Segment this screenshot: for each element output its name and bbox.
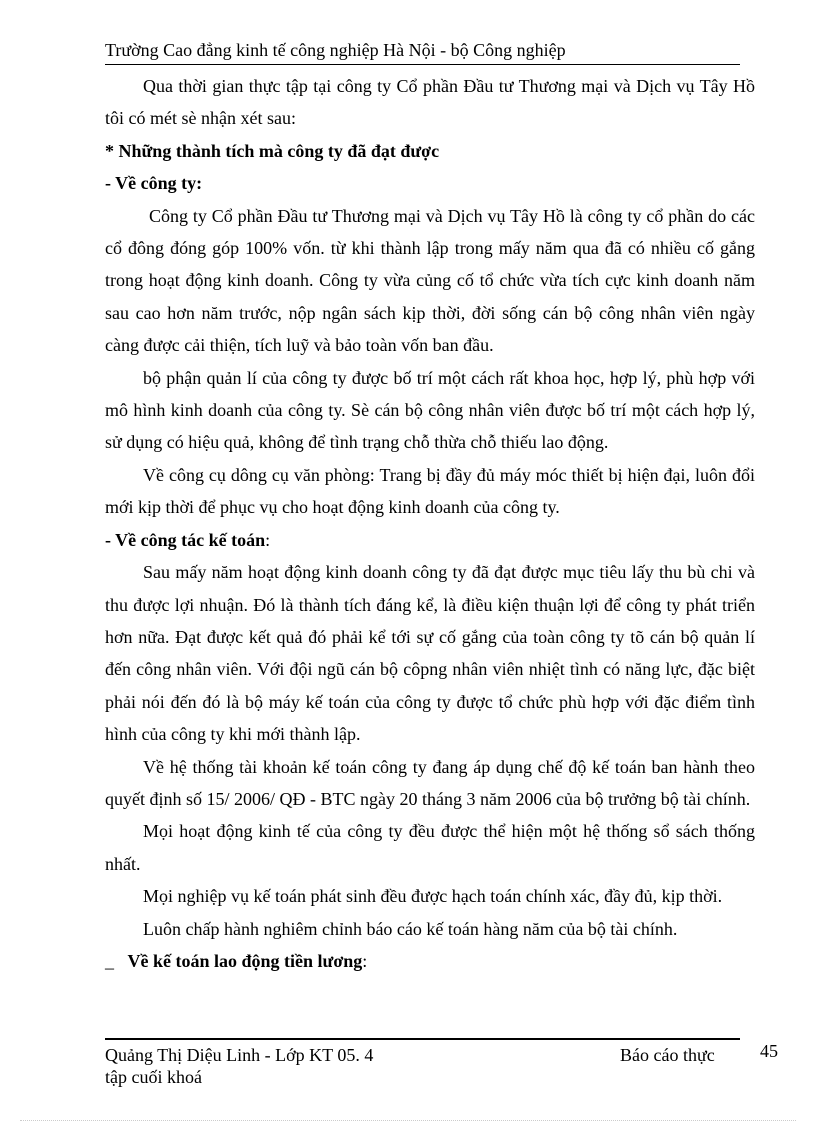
document-body <box>105 70 755 977</box>
heading-labor-colon: : <box>362 950 368 971</box>
page-header <box>105 38 740 65</box>
heading-achievements: * Những thành tích mà công ty đã đạt được <box>105 140 440 161</box>
paragraph-company: Công ty Cổ phần Đầu tư Thương mại và Dịch vụ Tây Hồ là công ty cổ phần do các cổ đông đóng góp 100% vốn. từ khi thành lập trong mấy năm qua đã có nhiều cố gắng trong hoạt động kinh doanh. Công ty vừa củng cố tổ chức vừa tích cực kinh doanh năm sau cao hơn năm trước, nộp ngân sách kịp thời, đời sống cán bộ công nhân viên ngày càng được cải thiện, tích luỹ và bảo toàn vốn ban đầu. <box>105 205 755 356</box>
header-title: Trường Cao đẳng kinh tế công nghiệp Hà Nội - bộ Công nghiệp <box>105 40 566 60</box>
heading-labor-text: Về kế toán lao động tiền lương <box>127 950 363 971</box>
paragraph-bookkeeping: Mọi hoạt động kinh tế của công ty đều được thể hiện một hệ thống sổ sách thống nhất. <box>105 821 755 874</box>
heading-accounting <box>105 524 755 556</box>
footer-author: Quảng Thị Diệu Linh - Lớp KT 05. 4 <box>105 1045 374 1065</box>
footer-report-title: Báo cáo thực <box>620 1045 715 1065</box>
heading-company: - Về công ty: <box>105 173 203 194</box>
heading-labor-wages <box>105 945 755 977</box>
paragraph-intro: Qua thời gian thực tập tại công ty Cổ phần Đầu tư Thương mại và Dịch vụ Tây Hồ tôi có mét sè nhận xét sau: <box>105 76 755 129</box>
footer-divider <box>105 1038 740 1040</box>
paragraph-reporting: Luôn chấp hành nghiêm chỉnh báo cáo kế toán hàng năm của bộ tài chính. <box>143 918 678 939</box>
heading-accounting-colon: : <box>265 529 271 550</box>
page-number: 45 <box>760 1041 778 1061</box>
footer-report-title-cont: tập cuối khoá <box>105 1067 202 1087</box>
heading-labor-dash: _ <box>105 950 114 971</box>
paragraph-office-tools: Về công cụ dông cụ văn phòng: Trang bị đầy đủ máy móc thiết bị hiện đại, luôn đổi mới kịp thời để phục vụ cho hoạt động kinh doanh của công ty. <box>105 464 755 518</box>
heading-accounting-text: - Về công tác kế toán <box>105 529 266 550</box>
paragraph-account-system: Về hệ thống tài khoản kế toán công ty đang áp dụng chế độ kế toán ban hành theo quyết định số 15/ 2006/ QĐ - BTC ngày 20 tháng 3 năm 2006 của bộ trưởng bộ tài chính. <box>105 756 755 809</box>
paragraph-management: bộ phận quản lí của công ty được bố trí một cách rất khoa học, hợp lý, phù hợp với mô hình kinh doanh của công ty. Sè cán bộ công nhân viên được bố trí một cách hợp lý, sử dụng có hiệu quả, không để tình trạng chỗ thừa chỗ thiếu lao động. <box>105 367 755 453</box>
paragraph-accounting-results: Sau mấy năm hoạt động kinh doanh công ty đã đạt được mục tiêu lấy thu bù chi và thu được lợi nhuận. Đó là thành tích đáng kể, là điều kiện thuận lợi để công ty phát triển hơn nữa. Đạt được kết quả đó phải kể tới sự cố gắng của toàn công ty tõ cán bộ quản lí đến công nhân viên. Với đội ngũ cán bộ côpng nhân viên nhiệt tình có năng lực, đặc biệt phải nói đến đó là bộ máy kế toán của công ty được tổ chức phù hợp với đặc điểm tình hình của công ty khi mới thành lập. <box>105 562 755 745</box>
page-bottom-border <box>20 1120 796 1121</box>
paragraph-transactions: Mọi nghiệp vụ kế toán phát sinh đều được hạch toán chính xác, đầy đủ, kịp thời. <box>143 886 723 907</box>
